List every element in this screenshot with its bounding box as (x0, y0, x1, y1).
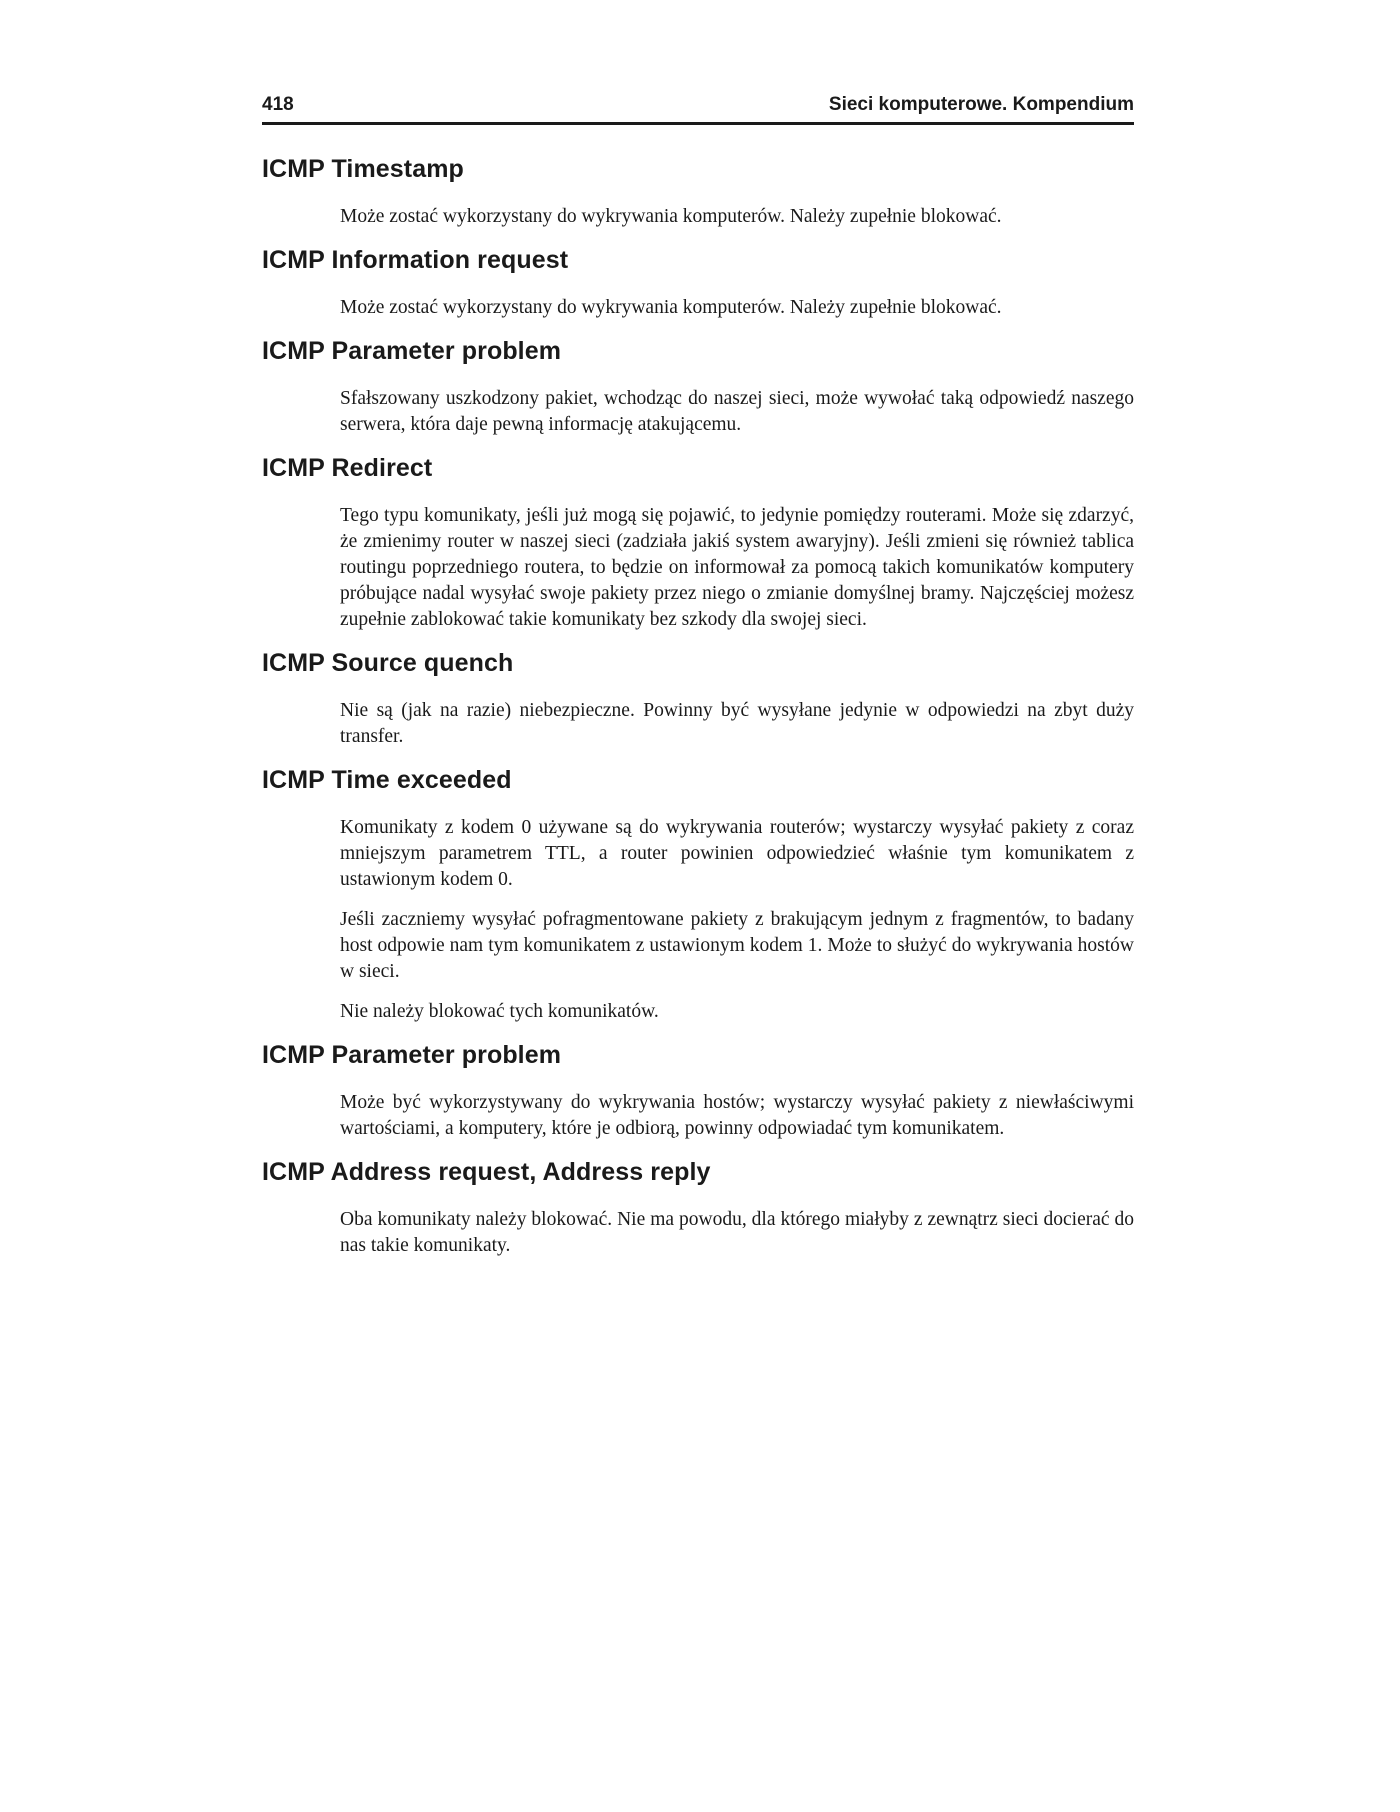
section-body (340, 698, 1134, 750)
section-body (340, 1207, 1134, 1259)
paragraph: Nie należy blokować tych komunikatów. (340, 1001, 659, 1022)
section-title: ICMP Redirect (262, 454, 433, 482)
paragraph: Nie są (jak na razie) niebezpieczne. Powinny być wysyłane jedynie w odpowiedzi na zbyt duży transfer. (340, 700, 1134, 747)
paragraph: Komunikaty z kodem 0 używane są do wykrywania routerów; wystarczy wysyłać pakiety z coraz mniejszym parametrem TTL, a router powinien odpowiedzieć właśnie tym komunikatem z ustawionym kodem 0. (340, 817, 1134, 890)
book-title: Sieci komputerowe. Kompendium (828, 94, 1134, 115)
section-icmp-information-request (262, 246, 1134, 321)
section-body (340, 503, 1134, 633)
section-body (340, 386, 1134, 438)
paragraph: Tego typu komunikaty, jeśli już mogą się pojawić, to jedynie pomiędzy routerami. Może się zdarzyć, że zmienimy router w naszej sieci (zadziała jakiś system awaryjny). Jeśli zmieni się również tablica routingu poprzedniego routera, to będzie on informował za pomocą takich komunikatów komputery próbujące nadal wysyłać swoje pakiety przez niego o zmianie domyślnej bramy. Najczęściej możesz zupełnie zablokować takie komunikaty bez szkody dla swojej sieci. (340, 505, 1134, 630)
section-icmp-redirect (262, 454, 1134, 633)
section-body (340, 295, 1134, 321)
section-body (340, 204, 1134, 230)
section-icmp-time-exceeded (262, 766, 1134, 1025)
section-title: ICMP Information request (262, 246, 569, 274)
section-title: ICMP Parameter problem (262, 1041, 562, 1069)
section-title: ICMP Time exceeded (262, 766, 512, 794)
paragraph: Oba komunikaty należy blokować. Nie ma powodu, dla którego miałyby z zewnątrz sieci docierać do nas takie komunikaty. (340, 1209, 1134, 1256)
section-title: ICMP Address request, Address reply (262, 1158, 711, 1186)
page (262, 94, 1134, 1275)
paragraph: Sfałszowany uszkodzony pakiet, wchodząc do naszej sieci, może wywołać taką odpowiedź naszego serwera, która daje pewną informację atakującemu. (340, 388, 1134, 435)
paragraph: Może być wykorzystywany do wykrywania hostów; wystarczy wysyłać pakiety z niewłaściwymi wartościami, a komputery, które je odbiorą, powinny odpowiadać tym komunikatem. (340, 1092, 1134, 1139)
page-number: 418 (262, 94, 294, 115)
section-title: ICMP Parameter problem (262, 337, 562, 365)
paragraph: Jeśli zaczniemy wysyłać pofragmentowane pakiety z brakującym jednym z fragmentów, to badany host odpowie nam tym komunikatem z ustawionym kodem 1. Może to służyć do wykrywania hostów w sieci. (340, 909, 1134, 982)
running-header (262, 94, 1134, 125)
section-title: ICMP Source quench (262, 649, 514, 677)
section-icmp-parameter-problem-2 (262, 1041, 1134, 1142)
page-content (262, 155, 1134, 1259)
section-icmp-timestamp (262, 155, 1134, 230)
paragraph: Może zostać wykorzystany do wykrywania komputerów. Należy zupełnie blokować. (340, 297, 1002, 318)
section-body (340, 815, 1134, 1025)
section-title: ICMP Timestamp (262, 155, 464, 183)
section-icmp-parameter-problem (262, 337, 1134, 438)
section-icmp-address-request-reply (262, 1158, 1134, 1259)
section-body (340, 1090, 1134, 1142)
paragraph: Może zostać wykorzystany do wykrywania komputerów. Należy zupełnie blokować. (340, 206, 1002, 227)
section-icmp-source-quench (262, 649, 1134, 750)
